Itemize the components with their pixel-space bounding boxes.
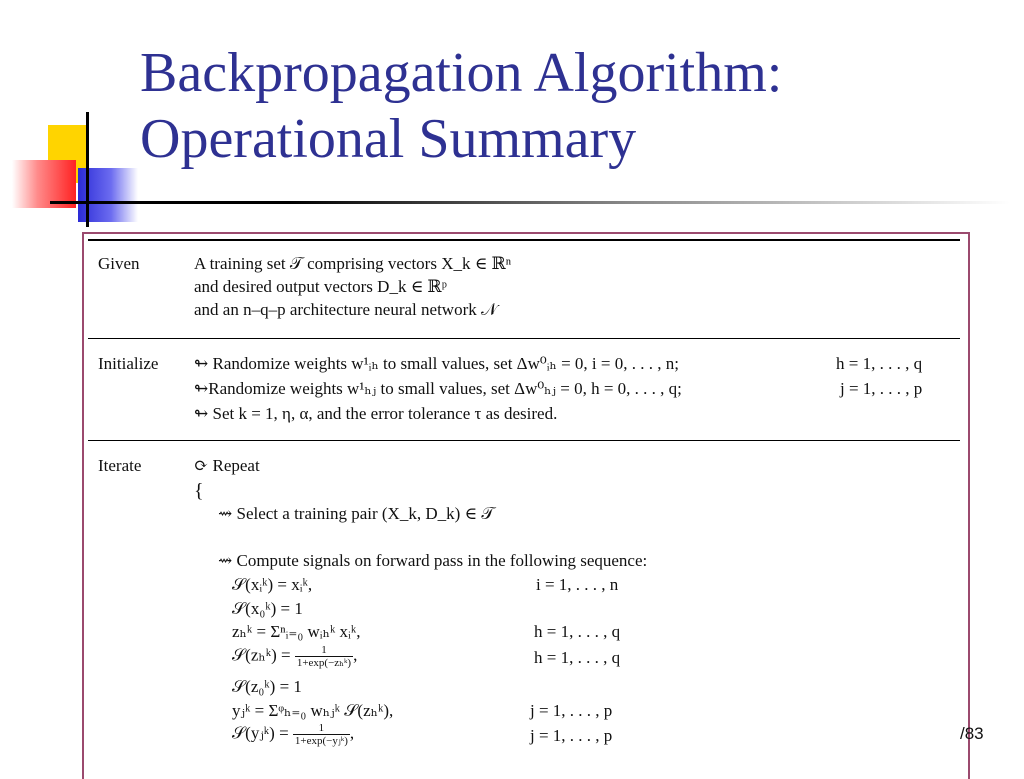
iterate-open-brace: { <box>194 480 204 502</box>
initialize-line-1: ↬ Randomize weights w¹ᵢₕ to small values, set Δw⁰ᵢₕ = 0, i = 0, . . . , n; <box>194 354 679 373</box>
slide-title-line-2: Operational Summary <box>140 108 637 170</box>
top-rule <box>88 239 960 241</box>
equation-4-denominator: 1+exp(−zₕᵏ) <box>296 657 352 669</box>
title-underline <box>50 201 1010 204</box>
equation-7-numerator: 1 <box>293 722 350 735</box>
iterate-compute-step: ⇝ Compute signals on forward pass in the following sequence: <box>218 551 648 570</box>
equation-4-lhs: 𝒮(zₕᵏ) = <box>232 645 291 665</box>
iterate-label: Iterate <box>98 456 142 475</box>
initialize-line-1-range: h = 1, . . . , q <box>836 354 923 373</box>
equation-6-range: j = 1, . . . , p <box>530 701 613 720</box>
given-label: Given <box>98 254 140 273</box>
iterate-select-step: ⇝ Select a training pair (X_k, D_k) ∈ 𝒯 <box>218 504 495 523</box>
equation-1-range: i = 1, . . . , n <box>536 575 619 594</box>
equation-7-range: j = 1, . . . , p <box>530 726 613 745</box>
equation-4-tail: , <box>353 645 358 665</box>
equation-7 <box>232 722 354 747</box>
deco-vertical-line <box>86 112 89 227</box>
equation-3: zₕᵏ = Σⁿᵢ₌₀ wᵢₕᵏ xᵢᵏ, <box>232 622 361 641</box>
equation-7-tail: , <box>349 723 355 743</box>
page-number: /83 <box>960 724 984 743</box>
equation-7-fraction <box>293 722 350 747</box>
equation-4-numerator: 1 <box>295 644 353 657</box>
equation-3-range: h = 1, . . . , q <box>534 622 621 641</box>
slide-title <box>140 40 782 172</box>
initialize-line-2-range: j = 1, . . . , p <box>840 379 923 398</box>
given-line-3: and an n–q–p architecture neural network 𝒩 <box>194 300 498 319</box>
given-line-2: and desired output vectors D_k ∈ ℝᵖ <box>194 277 447 296</box>
equation-2: 𝒮(x₀ᵏ) = 1 <box>232 599 303 618</box>
initialize-line-2: ↬Randomize weights w¹ₕⱼ to small values, set Δw⁰ₕⱼ = 0, h = 0, . . . , q; <box>194 379 682 398</box>
iterate-repeat: ⟳ Repeat <box>194 456 260 475</box>
equation-6: yⱼᵏ = Σᵠₕ₌₀ wₕⱼᵏ 𝒮(zₕᵏ), <box>232 701 394 720</box>
equation-4-range: h = 1, . . . , q <box>534 648 621 667</box>
section-rule-1 <box>88 338 960 339</box>
given-line-1: A training set 𝒯 comprising vectors X_k ∈ ℝⁿ <box>194 254 512 273</box>
initialize-label: Initialize <box>98 354 159 373</box>
equation-7-denominator: 1+exp(−yⱼᵏ) <box>294 735 348 747</box>
equation-4 <box>232 644 357 669</box>
equation-7-lhs: 𝒮(yⱼᵏ) = <box>232 723 289 743</box>
algorithm-panel <box>82 232 970 779</box>
initialize-line-3: ↬ Set k = 1, η, α, and the error tolerance τ as desired. <box>194 404 558 423</box>
slide-title-line-1: Backpropagation Algorithm: <box>140 42 783 104</box>
section-rule-2 <box>88 440 960 441</box>
equation-4-fraction <box>295 644 353 669</box>
equation-5: 𝒮(z₀ᵏ) = 1 <box>232 677 302 696</box>
equation-1: 𝒮(xᵢᵏ) = xᵢᵏ, <box>232 575 313 594</box>
